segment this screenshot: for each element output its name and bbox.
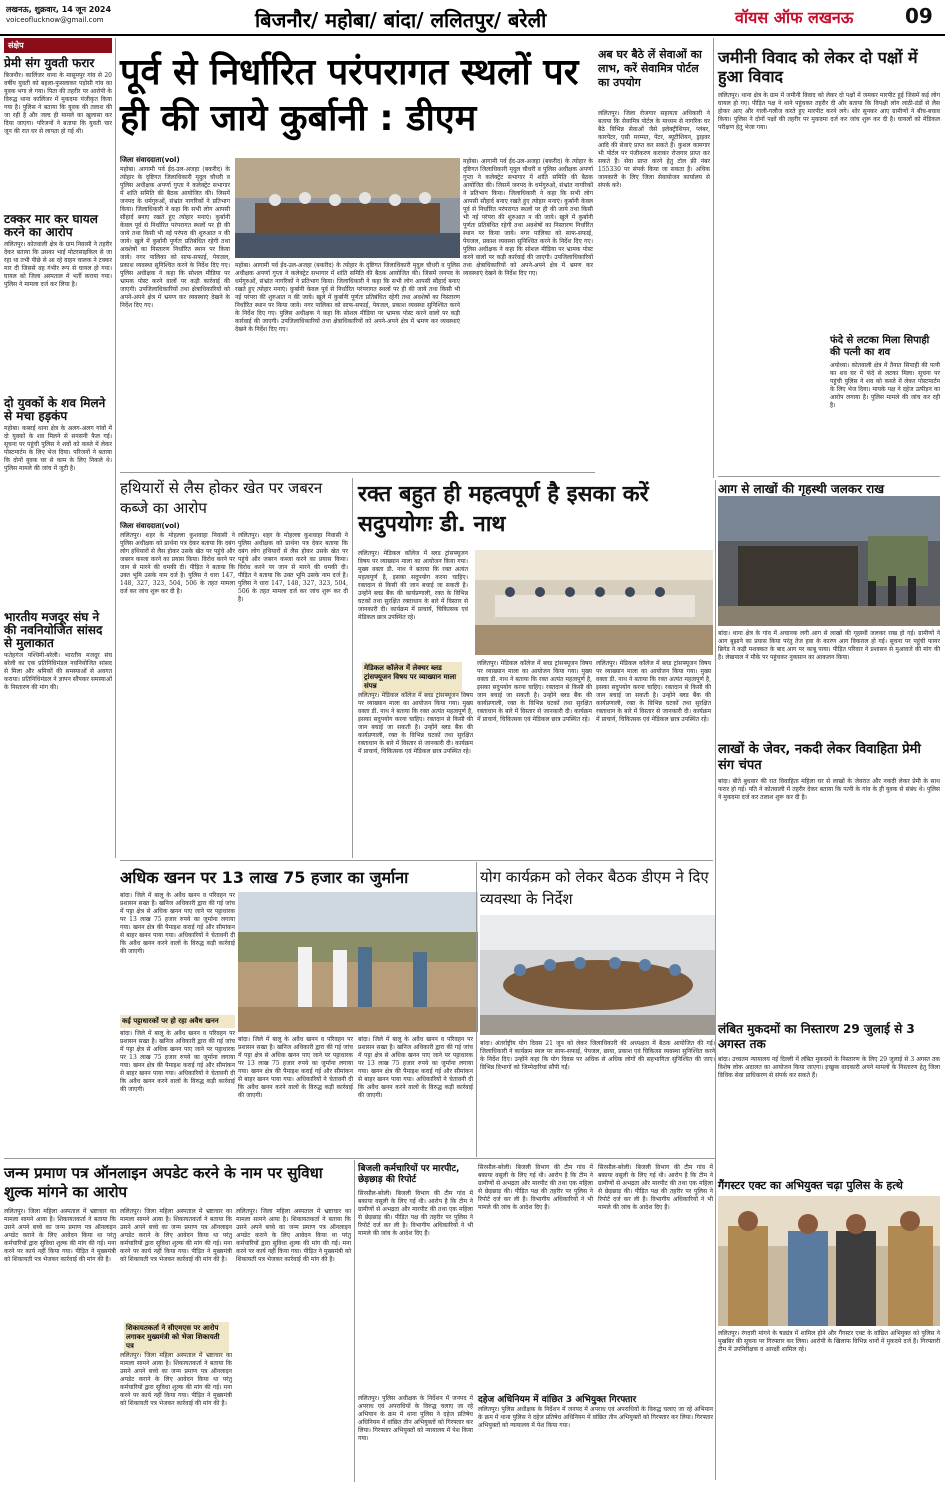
mining-body-col3: बांदा। जिले में बालू के अवैध खनन व परिवहन पर प्रशासन सख्त है। खनिज अधिकारी द्वारा की गई जांच में पट्टा क्षेत्र से अधिक खनन पाए जाने पर पट्टाधारक पर 13 लाख 75 हजार रुपये का जुर्माना लगाया गया। खनन क्षेत्र की पैमाइश कराई गई और सीमांकन से बाहर खनन पाया गया। अधिकारियों ने चेतावनी दी कि अवैध खनन करने वालों के विरुद्ध कड़ी कार्रवाई की जाएगी। — [238, 1036, 355, 1099]
dateline: लखनऊ, शुक्रवार, 14 जून 2024 — [6, 5, 112, 14]
birth-cert-body-col4: ललितपुर। जिला महिला अस्पताल में भ्रष्टाचार का मामला सामने आया है। शिकायतकर्ता ने बताया कि उसने अपने बच्चे का जन्म प्रमाण पत्र ऑनलाइन अपडेट कराने के लिए आवेदन किया था परंतु कर्मचारियों द्वारा सुविधा शुल्क की मांग की गई। मना करने पर कार्य नहीं किया गया। पीड़ित ने मुख्यमंत्री को शिकायती पत्र भेजकर कार्रवाई की मांग की है। — [236, 1208, 353, 1263]
column-rule — [120, 860, 713, 861]
sidebar-story-3-headline: दो युवकों के शव मिलने से मचा हड़कंप — [4, 396, 106, 423]
blood-label: मेडिकल कॉलेज में लेक्चर ब्लड ट्रांसफ्यूजन विषय पर व्याख्यान माला संपन्न — [362, 662, 462, 693]
blood-body-col3: ललितपुर। मेडिकल कॉलेज में ब्लड ट्रांसफ्यूजन विषय पर व्याख्यान माला का आयोजन किया गया। मुख्य वक्ता डी. नाथ ने बताया कि रक्त अत्यंत महत्वपूर्ण है, इसका सदुपयोग करना चाहिए। रक्तदान से किसी की जान बचाई जा सकती है। उन्होंने ब्लड बैंक की कार्यप्रणाली, रक्त के विभिन्न घटकों तथा सुरक्षित रक्ताधान के बारे में विस्तार से जानकारी दी। कार्यक्रम में प्राचार्य, चिकित्सक एवं मेडिकल छात्र उपस्थित रहे। — [477, 660, 594, 723]
weapons-byline: जिला संवाददाता(vol) — [120, 522, 180, 530]
sidebar-story-2-body: ललितपुर। कोतवाली क्षेत्र के ग्राम निवासी ने तहरीर देकर बताया कि उसका भाई मोटरसाइकिल से जा रहा था तभी पीछे से आ रहे वाहन चालक ने टक्कर मार दी जिससे वह गंभीर रूप से घायल हो गया। घायल को जिला अस्पताल में भर्ती कराया गया। पुलिस ने मामला दर्ज कर लिया है। — [4, 241, 114, 288]
fire-body: बांदा। थाना क्षेत्र के गांव में अचानक लगी आग से लाखों की गृहस्थी जलकर राख हो गई। ग्रामीणों ने आग बुझाने का प्रयास किया परंतु तेज हवा के कारण आग विकराल हो गई। सूचना पर पहुंची फायर ब्रिगेड ने कड़ी मशक्कत के बाद आग पर काबू पाया। पीड़ित परिवार ने प्रशासन से मुआवजे की मांग की है। लेखपाल ने मौके पर पहुंचकर नुकसान का आकलन किया। — [718, 630, 942, 661]
widow-body: अयोध्या। कोतवाली क्षेत्र में तैनात सिपाही की पत्नी का शव घर में फंदे से लटका मिला। सूचना पर पहुंची पुलिस ने शव को कब्जे में लेकर पोस्टमार्टम के लिए भेज दिया। मायके पक्ष ने दहेज उत्पीड़न का आरोप लगाया है। पुलिस मामले की जांच कर रही है। — [830, 362, 942, 409]
electricity-body-col3: सिरसौल-बरेली। बिजली विभाग की टीम गांव में बकाया वसूली के लिए गई थी। आरोप है कि टीम ने ग्रामीणों से अभद्रता और मारपीट की तथा एक महिला से छेड़छाड़ की। पीड़ित पक्ष की तहरीर पर पुलिस ने रिपोर्ट दर्ज कर ली है। विभागीय अधिकारियों ने भी मामले की जांच के आदेश दिए हैं। — [598, 1164, 715, 1211]
birth-cert-label: शिकायतकर्ता ने सीएमएस पर आरोप लगाकर मुख्यमंत्री को भेजा शिकायती पत्र — [124, 1322, 229, 1353]
electricity-body-col2: सिरसौल-बरेली। बिजली विभाग की टीम गांव में बकाया वसूली के लिए गई थी। आरोप है कि टीम ने ग्रामीणों से अभद्रता और मारपीट की तथा एक महिला से छेड़छाड़ की। पीड़ित पक्ष की तहरीर पर पुलिस ने रिपोर्ट दर्ज कर ली है। विभागीय अधिकारियों ने भी मामले की जांच के आदेश दिए हैं। — [478, 1164, 595, 1211]
sidebar-story-1-body: बिजनौर। कालिंजर थाना के मासूमपुर गांव से 20 वर्षीय युवती को बहला-फुसलाकर पड़ोसी गांव का युवक भगा ले गया। पिता की तहरीर पर आरोपी के विरुद्ध थाना कालिंजर में मुकदमा पंजीकृत किया गया है। पुलिस ने बताया कि युवक की तलाश की जा रही है और जल्द ही मामले का खुलासा कर दिया जाएगा। परिजनों ने बताया कि युवती चार जून की रात घर से लापता हो गई थी। — [4, 72, 114, 135]
email: voiceoflucknow@gmail.com — [6, 16, 104, 24]
mining-headline: अधिक खनन पर 13 लाख 75 हजार का जुर्माना — [120, 868, 409, 887]
blood-body-col2: ललितपुर। मेडिकल कॉलेज में ब्लड ट्रांसफ्यूजन विषय पर व्याख्यान माला का आयोजन किया गया। मुख्य वक्ता डी. नाथ ने बताया कि रक्त अत्यंत महत्वपूर्ण है, इसका सदुपयोग करना चाहिए। रक्तदान से किसी की जान बचाई जा सकती है। उन्होंने ब्लड बैंक की कार्यप्रणाली, रक्त के विभिन्न घटकों तथा सुरक्षित रक्ताधान के बारे में विस्तार से जानकारी दी। कार्यक्रम में प्राचार्य, चिकित्सक एवं मेडिकल छात्र उपस्थित रहे। — [358, 692, 475, 755]
birth-cert-headline: जन्म प्रमाण पत्र ऑनलाइन अपडेट करने के नाम पर सुविधा शुल्क मांगने का आरोप — [4, 1164, 323, 1201]
fire-photo — [718, 496, 940, 626]
pending-cases-body: बांदा। उच्चतम न्यायालय नई दिल्ली में लंबित मुकदमों के निस्तारण के लिए 29 जुलाई से 3 अगस्त तक विशेष लोक अदालत का आयोजन किया जाएगा। इच्छुक वादकारी अपने मामलों के निस्तारण हेतु जिला विधिक सेवा प्राधिकरण से संपर्क कर सकते हैं। — [718, 1056, 942, 1079]
column-rule — [715, 480, 716, 1480]
sidebar-label: संक्षेप — [4, 38, 112, 53]
birth-cert-body-col2: ललितपुर। जिला महिला अस्पताल में भ्रष्टाचार का मामला सामने आया है। शिकायतकर्ता ने बताया कि उसने अपने बच्चे का जन्म प्रमाण पत्र ऑनलाइन अपडेट कराने के लिए आवेदन किया था परंतु कर्मचारियों द्वारा सुविधा शुल्क की मांग की गई। मना करने पर कार्य नहीं किया गया। पीड़ित ने मुख्यमंत्री को शिकायती पत्र भेजकर कार्रवाई की मांग की है। — [120, 1208, 234, 1263]
column-rule — [352, 478, 353, 858]
section-title: बिजनौर/ महोबा/ बांदा/ ललितपुर/ बरेली — [255, 8, 547, 32]
gangster-photo — [718, 1196, 940, 1326]
lead-body-col1: महोबा। आगामी पर्व ईद-उल-अजहा (बकरीद) के त्योहार के दृष्टिगत जिलाधिकारी मृदुल चौधरी व पुलिस अधीक्षक अपर्णा गुप्ता ने कलेक्ट्रेट सभागार में शांति समिति की बैठक आयोजित की। जिसमें जनपद के धर्मगुरुओं, संभ्रांत नागरिकों ने प्रतिभाग किया। जिलाधिकारी ने कहा कि सभी लोग आपसी सौहार्द बनाए रखते हुए त्योहार मनाएं। कुर्बानी केवल पूर्व से निर्धारित परंपरागत स्थलों पर ही की जाये तथा किसी भी नई परंपरा की शुरुआत न की जाये। खुले में कुर्बानी पूर्णतः प्रतिबंधित रहेगी तथा अवशेषों का निस्तारण निर्धारित स्थान पर किया जाये। नगर पालिका को साफ-सफाई, पेयजल, प्रकाश व्यवस्था सुनिश्चित करने के निर्देश दिए गए। पुलिस अधीक्षक ने कहा कि सोशल मीडिया पर भ्रामक पोस्ट करने वालों पर कड़ी कार्रवाई की जाएगी। उपजिलाधिकारियों तथा क्षेत्राधिकारियों को अपने-अपने क्षेत्र में भ्रमण कर व्यवस्थाएं देखने के निर्देश दिए गए। — [120, 166, 232, 309]
birth-cert-body-col3: ललितपुर। जिला महिला अस्पताल में भ्रष्टाचार का मामला सामने आया है। शिकायतकर्ता ने बताया कि उसने अपने बच्चे का जन्म प्रमाण पत्र ऑनलाइन अपडेट कराने के लिए आवेदन किया था परंतु कर्मचारियों द्वारा सुविधा शुल्क की मांग की गई। मना करने पर कार्य नहीं किया गया। पीड़ित ने मुख्यमंत्री को शिकायती पत्र भेजकर कार्रवाई की मांग की है। — [120, 1352, 234, 1407]
sidebar-story-2-headline: टक्कर मार कर घायल करने का आरोप — [4, 212, 98, 239]
jewel-headline: लाखों के जेवर, नकदी लेकर विवाहिता प्रेमी संग चंपत — [718, 742, 921, 773]
mining-body-col4: बांदा। जिले में बालू के अवैध खनन व परिवहन पर प्रशासन सख्त है। खनिज अधिकारी द्वारा की गई जांच में पट्टा क्षेत्र से अधिक खनन पाए जाने पर पट्टाधारक पर 13 लाख 75 हजार रुपये का जुर्माना लगाया गया। खनन क्षेत्र की पैमाइश कराई गई और सीमांकन से बाहर खनन पाया गया। अधिकारियों ने चेतावनी दी कि अवैध खनन करने वालों के विरुद्ध कड़ी कार्रवाई की जाएगी। — [358, 1036, 475, 1099]
pending-cases-headline: लंबित मुकदमों का निस्तारण 29 जुलाई से 3 अगस्त तक — [718, 1022, 915, 1051]
lead-meeting-photo — [235, 158, 460, 258]
lead-body-col3: महोबा। आगामी पर्व ईद-उल-अजहा (बकरीद) के त्योहार के दृष्टिगत जिलाधिकारी मृदुल चौधरी व पुलिस अधीक्षक अपर्णा गुप्ता ने कलेक्ट्रेट सभागार में शांति समिति की बैठक आयोजित की। जिसमें जनपद के धर्मगुरुओं, संभ्रांत नागरिकों ने प्रतिभाग किया। जिलाधिकारी ने कहा कि सभी लोग आपसी सौहार्द बनाए रखते हुए त्योहार मनाएं। कुर्बानी केवल पूर्व से निर्धारित परंपरागत स्थलों पर ही की जाये तथा किसी भी नई परंपरा की शुरुआत न की जाये। खुले में कुर्बानी पूर्णतः प्रतिबंधित रहेगी तथा अवशेषों का निस्तारण निर्धारित स्थान पर किया जाये। नगर पालिका को साफ-सफाई, पेयजल, प्रकाश व्यवस्था सुनिश्चित करने के निर्देश दिए गए। पुलिस अधीक्षक ने कहा कि सोशल मीडिया पर भ्रामक पोस्ट करने वालों पर कड़ी कार्रवाई की जाएगी। उपजिलाधिकारियों तथा क्षेत्राधिकारियों को अपने-अपने क्षेत्र में भ्रमण कर व्यवस्थाएं देखने के निर्देश दिए गए। — [463, 158, 595, 277]
page-number: 09 — [905, 4, 933, 28]
column-rule — [718, 476, 940, 477]
masthead — [0, 0, 945, 36]
blood-lecture-photo — [475, 550, 713, 655]
lead-byline: जिला संवाददाता(vol) — [120, 156, 180, 164]
portal-body: ललितपुर। जिला रोजगार सहायता अधिकारी ने बताया कि सेवामित्र पोर्टल के माध्यम से नागरिक घर बैठे विभिन्न सेवाओं जैसे इलेक्ट्रीशियन, प्लंबर, कारपेंटर, एसी मरम्मत, पेंटर, ब्यूटीशियन, ड्राइवर आदि की सेवाएं प्राप्त कर सकते हैं। कुशल कामगार भी पोर्टल पर पंजीकरण कराकर रोजगार प्राप्त कर सकते हैं। सेवा प्राप्त करने हेतु टोल फ्री नंबर 155330 पर संपर्क किया जा सकता है। अधिक जानकारी के लिए जिला सेवायोजन कार्यालय से संपर्क करें। — [598, 110, 712, 189]
dowry-body-col2: ललितपुर। पुलिस अधीक्षक के निर्देशन में जनपद में अपराध एवं अपराधियों के विरुद्ध चलाए जा रहे अभियान के क्रम में थाना पुलिस ने दहेज प्रतिषेध अधिनियम में वांछित तीन अभियुक्तों को गिरफ्तार कर लिया। गिरफ्तार अभियुक्तों को न्यायालय में पेश किया गया। — [478, 1406, 715, 1429]
lead-body-col2: महोबा। आगामी पर्व ईद-उल-अजहा (बकरीद) के त्योहार के दृष्टिगत जिलाधिकारी मृदुल चौधरी व पुलिस अधीक्षक अपर्णा गुप्ता ने कलेक्ट्रेट सभागार में शांति समिति की बैठक आयोजित की। जिसमें जनपद के धर्मगुरुओं, संभ्रांत नागरिकों ने प्रतिभाग किया। जिलाधिकारी ने कहा कि सभी लोग आपसी सौहार्द बनाए रखते हुए त्योहार मनाएं। कुर्बानी केवल पूर्व से निर्धारित परंपरागत स्थलों पर ही की जाये तथा किसी भी नई परंपरा की शुरुआत न की जाये। खुले में कुर्बानी पूर्णतः प्रतिबंधित रहेगी तथा अवशेषों का निस्तारण निर्धारित स्थान पर किया जाये। नगर पालिका को साफ-सफाई, पेयजल, प्रकाश व्यवस्था सुनिश्चित करने के निर्देश दिए गए। पुलिस अधीक्षक ने कहा कि सोशल मीडिया पर भ्रामक पोस्ट करने वालों पर कड़ी कार्रवाई की जाएगी। उपजिलाधिकारियों तथा क्षेत्राधिकारियों को अपने-अपने क्षेत्र में भ्रमण कर व्यवस्थाएं देखने के निर्देश दिए गए। — [235, 262, 462, 333]
mining-photo — [238, 892, 478, 1032]
sidebar-story-3-body: महोबा। कबरई थाना क्षेत्र के अलग-अलग गांवों में दो युवकों के शव मिलने से सनसनी फैल गई। सूचना पर पहुंची पुलिस ने शवों को कब्जे में लेकर पोस्टमार्टम के लिए भेज दिया। परिजनों ने बताया कि दोनों युवक घर से काम के लिए निकले थे। पुलिस मामले की जांच में जुटी है। — [4, 425, 114, 472]
blood-body-col1: ललितपुर। मेडिकल कॉलेज में ब्लड ट्रांसफ्यूजन विषय पर व्याख्यान माला का आयोजन किया गया। मुख्य वक्ता डी. नाथ ने बताया कि रक्त अत्यंत महत्वपूर्ण है, इसका सदुपयोग करना चाहिए। रक्तदान से किसी की जान बचाई जा सकती है। उन्होंने ब्लड बैंक की कार्यप्रणाली, रक्त के विभिन्न घटकों तथा सुरक्षित रक्ताधान के बारे में विस्तार से जानकारी दी। कार्यक्रम में प्राचार्य, चिकित्सक एवं मेडिकल छात्र उपस्थित रहे। — [358, 550, 470, 621]
fire-headline: आग से लाखों की गृहस्थी जलकर राख — [718, 482, 885, 496]
weapons-body-col2: ललितपुर। शहर के मोहल्ला कुशवाहा निवासी ने पुलिस अधीक्षक को प्रार्थना पत्र देकर बताया कि दबंग लोग हथियारों से लैस होकर उसके खेत पर पहुंचे और जबरन कब्जा करने का प्रयास किया। विरोध करने पर जान से मारने की धमकी दी। पीड़ित ने बताया कि उक्त भूमि उसके नाम दर्ज है। पुलिस ने धारा 147, 148, 327, 323, 504, 506 के तहत मामला दर्ज कर जांच शुरू कर दी है। — [238, 532, 350, 603]
land-dispute-headline: जमीनी विवाद को लेकर दो पक्षों में हुआ विवाद — [718, 48, 918, 86]
paper-name: वॉयस ऑफ लखनऊ — [735, 8, 854, 27]
lead-headline: पूर्व से निर्धारित परंपरागत स्थलों पर ही की जाये कुर्बानी : डीएम — [120, 52, 579, 139]
column-rule — [476, 862, 477, 1157]
gangster-headline: गैंगस्टर एक्ट का अभियुक्त चढ़ा पुलिस के हत्थे — [718, 1179, 903, 1192]
blood-headline: रक्त बहुत ही महत्वपूर्ण है इसका करें सदुपयोगः डी. नाथ — [358, 482, 649, 537]
mining-body-col2: बांदा। जिले में बालू के अवैध खनन व परिवहन पर प्रशासन सख्त है। खनिज अधिकारी द्वारा की गई जांच में पट्टा क्षेत्र से अधिक खनन पाए जाने पर पट्टाधारक पर 13 लाख 75 हजार रुपये का जुर्माना लगाया गया। खनन क्षेत्र की पैमाइश कराई गई और सीमांकन से बाहर खनन पाया गया। अधिकारियों ने चेतावनी दी कि अवैध खनन करने वालों के विरुद्ध कड़ी कार्रवाई की जाएगी। — [120, 1030, 237, 1093]
blood-body-col4: ललितपुर। मेडिकल कॉलेज में ब्लड ट्रांसफ्यूजन विषय पर व्याख्यान माला का आयोजन किया गया। मुख्य वक्ता डी. नाथ ने बताया कि रक्त अत्यंत महत्वपूर्ण है, इसका सदुपयोग करना चाहिए। रक्तदान से किसी की जान बचाई जा सकती है। उन्होंने ब्लड बैंक की कार्यप्रणाली, रक्त के विभिन्न घटकों तथा सुरक्षित रक्ताधान के बारे में विस्तार से जानकारी दी। कार्यक्रम में प्राचार्य, चिकित्सक एवं मेडिकल छात्र उपस्थित रहे। — [596, 660, 713, 723]
electricity-headline: बिजली कर्मचारियों पर मारपीट, छेड़छाड़ की रिपोर्ट — [358, 1164, 460, 1185]
jewel-body: बांदा। बीते बुधवार की रात विवाहिता महिला घर से लाखों के जेवरात और नकदी लेकर प्रेमी के साथ फरार हो गई। पति ने कोतवाली में तहरीर देकर बताया कि पत्नी के गांव के ही युवक से संबंध थे। पुलिस ने मुकदमा दर्ज कर तलाश शुरू कर दी है। — [718, 778, 942, 801]
gangster-body: ललितपुर। रंगदारी मांगने के षड्यंत्र में शामिल होने और गैंगस्टर एक्ट के वांछित अभियुक्त को पुलिस ने मुखबिर की सूचना पर गिरफ्तार कर लिया। आरोपी के खिलाफ विभिन्न थानों में मुकदमे दर्ज हैं। गिरफ्तारी टीम में उपनिरीक्षक व आरक्षी शामिल रहे। — [718, 1330, 942, 1353]
electricity-body-col1: सिरसौल-बरेली। बिजली विभाग की टीम गांव में बकाया वसूली के लिए गई थी। आरोप है कि टीम ने ग्रामीणों से अभद्रता और मारपीट की तथा एक महिला से छेड़छाड़ की। पीड़ित पक्ष की तहरीर पर पुलिस ने रिपोर्ट दर्ज कर ली है। विभागीय अधिकारियों ने भी मामले की जांच के आदेश दिए हैं। — [358, 1190, 475, 1237]
widow-headline: फंदे से लटका मिला सिपाही की पत्नी का शव — [830, 335, 930, 358]
birth-cert-body-col1: ललितपुर। जिला महिला अस्पताल में भ्रष्टाचार का मामला सामने आया है। शिकायतकर्ता ने बताया कि उसने अपने बच्चे का जन्म प्रमाण पत्र ऑनलाइन अपडेट कराने के लिए आवेदन किया था परंतु कर्मचारियों द्वारा सुविधा शुल्क की मांग की गई। मना करने पर कार्य नहीं किया गया। पीड़ित ने मुख्यमंत्री को शिकायती पत्र भेजकर कार्रवाई की मांग की है। — [4, 1208, 118, 1263]
yoga-headline: योग कार्यक्रम को लेकर बैठक डीएम ने दिए व्यवस्था के निर्देश — [480, 868, 709, 908]
column-rule — [354, 1160, 355, 1482]
sidebar-story-4-body: फतेहगंज पश्चिमी-बरेली। भारतीय मजदूर संघ बरेली का एक प्रतिनिधिमंडल नवनियोजित सांसद से मिला और श्रमिकों की समस्याओं से अवगत कराया। प्रतिनिधिमंडल ने ज्ञापन सौंपकर समस्याओं के निस्तारण की मांग की। — [4, 652, 114, 691]
mining-body-col1: बांदा। जिले में बालू के अवैध खनन व परिवहन पर प्रशासन सख्त है। खनिज अधिकारी द्वारा की गई जांच में पट्टा क्षेत्र से अधिक खनन पाए जाने पर पट्टाधारक पर 13 लाख 75 हजार रुपये का जुर्माना लगाया गया। खनन क्षेत्र की पैमाइश कराई गई और सीमांकन से बाहर खनन पाया गया। अधिकारियों ने चेतावनी दी कि अवैध खनन करने वालों के विरुद्ध कड़ी कार्रवाई की जाएगी। — [120, 892, 237, 955]
land-dispute-body: ललितपुर। थाना क्षेत्र के ग्राम में जमीनी विवाद को लेकर दो पक्षों में जमकर मारपीट हुई जिसमें कई लोग घायल हो गए। पीड़ित पक्ष ने थाने पहुंचकर तहरीर दी और बताया कि विपक्षी लोग लाठी-डंडों से लैस होकर आए और गाली-गलौज करते हुए मारपीट करने लगे। शोर सुनकर आए ग्रामीणों ने बीच-बचाव किया। पुलिस ने दोनों पक्षों की तहरीर पर मुकदमा दर्ज कर जांच शुरू कर दी है। घायलों को मेडिकल परीक्षण हेतु भेजा गया। — [718, 92, 942, 131]
dowry-headline: दहेज अधिनियम में वांछित 3 अभियुक्त गिरफ्तार — [478, 1395, 637, 1405]
column-rule — [115, 38, 116, 858]
sidebar-story-1-headline: प्रेमी संग युवती फरार — [4, 56, 95, 70]
column-rule — [120, 472, 595, 473]
dowry-body-col1: ललितपुर। पुलिस अधीक्षक के निर्देशन में जनपद में अपराध एवं अपराधियों के विरुद्ध चलाए जा रहे अभियान के क्रम में थाना पुलिस ने दहेज प्रतिषेध अधिनियम में वांछित तीन अभियुक्तों को गिरफ्तार कर लिया। गिरफ्तार अभियुक्तों को न्यायालय में पेश किया गया। — [358, 1395, 475, 1442]
sidebar — [4, 38, 112, 858]
portal-headline: अब घर बैठे लें सेवाओं का लाभ, करें सेवामित्र पोर्टल का उपयोग — [598, 48, 702, 89]
yoga-body: बांदा। अंतर्राष्ट्रीय योग दिवस 21 जून को लेकर जिलाधिकारी की अध्यक्षता में बैठक आयोजित की गई। जिलाधिकारी ने कार्यक्रम स्थल पर साफ-सफाई, पेयजल, छाया, प्रकाश एवं चिकित्सा व्यवस्था सुनिश्चित करने के निर्देश दिए। उन्होंने कहा कि योग दिवस पर अधिक से अधिक लोगों की सहभागिता सुनिश्चित की जाए। विभिन्न विभागों को जिम्मेदारियां सौंपी गईं। — [480, 1040, 715, 1071]
yoga-meeting-photo — [480, 915, 715, 1035]
column-rule — [4, 1158, 715, 1159]
weapons-body-col1: ललितपुर। शहर के मोहल्ला कुशवाहा निवासी ने पुलिस अधीक्षक को प्रार्थना पत्र देकर बताया कि दबंग लोग हथियारों से लैस होकर उसके खेत पर पहुंचे और जबरन कब्जा करने का प्रयास किया। विरोध करने पर जान से मारने की धमकी दी। पीड़ित ने बताया कि उक्त भूमि उसके नाम दर्ज है। पुलिस ने धारा 147, 148, 327, 323, 504, 506 के तहत मामला दर्ज कर जांच शुरू कर दी है। — [120, 532, 237, 595]
mining-label: कई पट्टाधारकों पर हो रहा अवैध खनन — [120, 1015, 235, 1028]
weapons-headline: हथियारों से लैस होकर खेत पर जबरन कब्जे का आरोप — [120, 479, 323, 517]
column-rule — [713, 38, 714, 478]
sidebar-story-4-headline: भारतीय मजदूर संघ ने की नवनियोजित सांसद से मुलाकात — [4, 610, 103, 650]
